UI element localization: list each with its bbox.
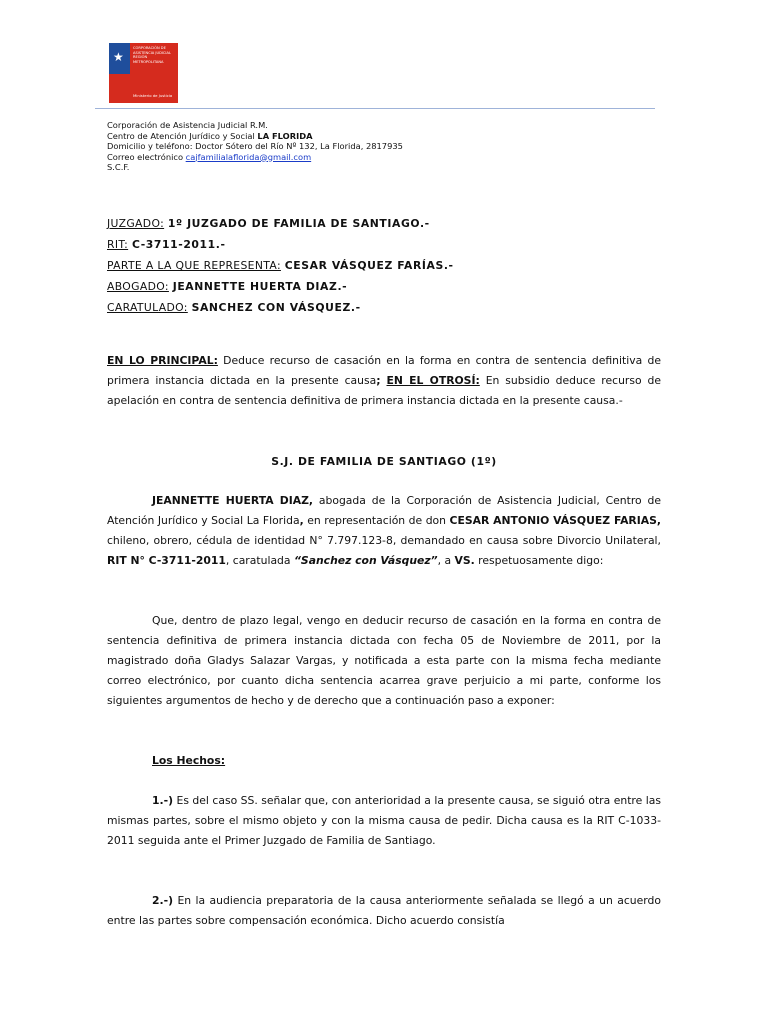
- org-address: Domicilio y teléfono: Doctor Sótero del Río Nº 132, La Florida, 2817935: [107, 141, 403, 151]
- sumilla-paragraph: EN LO PRINCIPAL: Deduce recurso de casación en la forma en contra de sentencia definitiva de primera instancia dictada en la presente causa; EN EL OTROSÍ: En subsidio deduce recurso de apelación en contra de sentencia definitiva de primera instancia dictada en la presente causa.-: [107, 354, 661, 407]
- org-center: Centro de Atención Jurídico y Social LA FLORIDA: [107, 130, 313, 141]
- field-rit: RIT: C-3711-2011.-: [107, 238, 226, 251]
- fact-paragraph-2: 2.-) En la audiencia preparatoria de la causa anteriormente señalada se llegó a un acuerdo entre las partes sobre compensación económica. Dicho acuerdo consistía: [107, 894, 661, 927]
- email-link[interactable]: cajfamilialaflorida@gmail.com: [185, 151, 312, 162]
- field-abogado: ABOGADO: JEANNETTE HUERTA DIAZ.-: [107, 280, 348, 293]
- intro-paragraph: JEANNETTE HUERTA DIAZ, abogada de la Corporación de Asistencia Judicial, Centro de Atención Jurídico y Social La Florida, en representación de don CESAR ANTONIO VÁSQUEZ FARIAS, chileno, obrero, cédula de identidad N° 7.797.123-8, demandado en causa sobre Divorcio Unilateral, RIT N° C-3711-2011, caratulada “Sanchez con Vásquez”, a VS. respetuosamente digo:: [107, 494, 662, 567]
- court-addressee: S.J. DE FAMILIA DE SANTIAGO (1º): [271, 455, 497, 468]
- org-email-line: Correo electrónico cajfamilialaflorida@gmail.com: [107, 151, 312, 162]
- logo-flag: [109, 43, 130, 103]
- institution-logo: [109, 43, 178, 103]
- org-name: Corporación de Asistencia Judicial R.M.: [107, 120, 268, 130]
- field-parte: PARTE A LA QUE REPRESENTA: CESAR VÁSQUEZ FARÍAS.-: [107, 259, 454, 272]
- petition-paragraph: Que, dentro de plazo legal, vengo en deducir recurso de casación en la forma en contra de sentencia definitiva de primera instancia dictada con fecha 05 de Noviembre de 2011, por la magistrado doña Gladys Salazar Vargas, y notificada a esta parte con la misma fecha mediante correo electrónico, por cuanto dicha sentencia acarrea grave perjuicio a mi parte, conforme los siguientes argumentos de hecho y de derecho que a continuación paso a exponer:: [107, 614, 661, 707]
- organization-header: [107, 120, 403, 173]
- header-divider: [95, 108, 655, 109]
- org-scf: S.C.F.: [107, 162, 130, 172]
- field-caratulado: CARATULADO: SANCHEZ CON VÁSQUEZ.-: [107, 301, 361, 314]
- logo-text: CORPORACIÓN DE ASISTENCIA JUDICIAL REGIÓN METROPOLITANA: [133, 46, 171, 64]
- star-icon: ★: [113, 50, 124, 64]
- field-juzgado: JUZGADO: 1º JUZGADO DE FAMILIA DE SANTIAGO.-: [107, 217, 430, 230]
- section-title-hechos: Los Hechos:: [152, 754, 226, 767]
- logo-ministry: Ministerio de Justicia: [133, 93, 173, 99]
- case-fields: [107, 213, 454, 318]
- logo-panel: [130, 43, 178, 103]
- fact-paragraph-1: 1.-) Es del caso SS. señalar que, con anterioridad a la presente causa, se siguió otra entre las mismas partes, sobre el mismo objeto y con la misma causa de pedir. Dicha causa es la RIT C-1033-2011 seguida ante el Primer Juzgado de Familia de Santiago.: [107, 794, 661, 847]
